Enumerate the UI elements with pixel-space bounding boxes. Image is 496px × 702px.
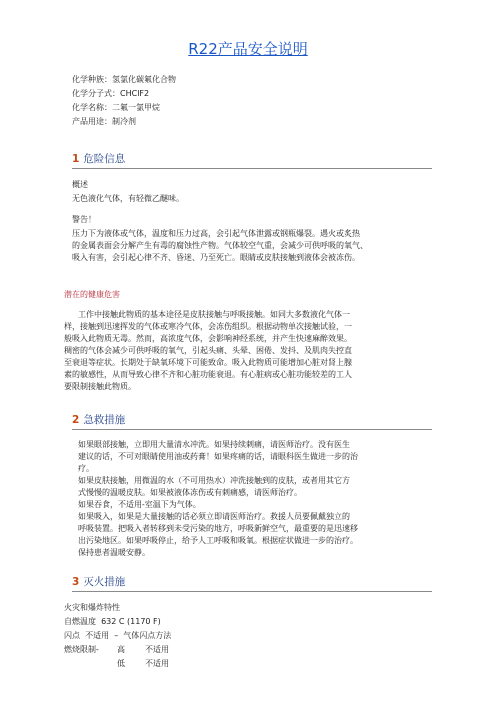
- flammable-limit-low-label: 低: [117, 659, 125, 668]
- first-aid-line: 出污染地区。如果呼吸停止，给予人工呼吸和吸氧。根据症状做进一步的治疗。: [78, 536, 358, 545]
- section-1-number: 1: [72, 153, 80, 165]
- first-aid-line: 如果眼部接触，立即用大量清水冲洗。如果持续刺痛，请医师治疗。没有医生: [78, 440, 350, 449]
- section-1-heading: [72, 151, 125, 166]
- autoignition-label: 自燃温度: [64, 617, 96, 626]
- health-hazard-line: 至衰退等症状。长期处于缺氧环境下可能致命。吸入此物质可能增加心脏对肾上腺: [64, 358, 352, 367]
- health-hazard-line: 工作中接触此物质的基本途径是皮肤接触与呼吸接触。如同大多数液化气体一: [78, 310, 350, 319]
- flash-point-row: [64, 630, 171, 642]
- chemical-name: 化学名称：二氟一氯甲烷: [72, 103, 160, 112]
- warning-line: 吸入有害，会引起心律不齐、昏迷、乃至死亡。眼睛或皮肤接触到液体会被冻伤。: [72, 253, 360, 262]
- first-aid-line: 如果吸入，如果是大量接触的话必须立即请医师治疗。救援人员要佩戴独立的: [78, 512, 350, 521]
- section-3-title: 灭火措施: [83, 576, 126, 588]
- first-aid-line: 呼吸装置。把吸入者转移到未受污染的地方，呼吸新鲜空气，最重要的是迅速移: [78, 524, 358, 533]
- section-2-number: 2: [72, 414, 80, 426]
- flash-point-dash: –: [114, 631, 119, 640]
- flammable-limit-high-label: 高: [117, 645, 125, 654]
- section-3-divider: [72, 591, 432, 592]
- flash-point-value: 不适用: [85, 631, 110, 640]
- health-hazard-line: 般吸入此物质无毒。然而，高浓度气体，会影响神经系统，并产生快速麻醉效果。: [64, 334, 352, 343]
- health-hazard-line: 素的敏感性，从而导致心律不齐和心脏功能衰退。有心脏病或心脏功能较差的工人: [64, 370, 352, 379]
- section-3-number: 3: [72, 576, 80, 588]
- fire-explosion-label: 火灾和爆炸特性: [64, 603, 120, 612]
- molecular-formula-label: 化学分子式：: [72, 89, 120, 98]
- flammable-limit-high-value: 不适用: [145, 645, 169, 654]
- warning-label: 警告！: [72, 215, 96, 224]
- first-aid-line: 疗。: [78, 464, 94, 473]
- autoignition-value: 632 C (1170 F): [101, 617, 161, 626]
- page-title-text: R22产品安全说明: [188, 40, 308, 58]
- overview-label: 概述: [72, 180, 88, 189]
- first-aid-line: 建议的话，不可对眼睛使用油或药膏！如果疼痛的话，请眼科医生做进一步的治: [78, 452, 358, 461]
- section-1-title: 危险信息: [83, 153, 126, 165]
- first-aid-line: 保持患者温暖安静。: [78, 548, 150, 557]
- chemical-family: 化学种族：氢氯化碳氟化合物: [72, 75, 176, 84]
- health-hazard-line: 要限制接触此物质。: [64, 382, 136, 391]
- flash-point-method: 气体闪点方法: [123, 631, 172, 640]
- section-2-title: 急救措施: [83, 414, 126, 426]
- flammable-limit-low-value: 不适用: [145, 659, 169, 668]
- first-aid-line: 式慢慢的温暖皮肤。如果被液体冻伤或有刺痛感，请医师治疗。: [78, 488, 302, 497]
- section-3-heading: [72, 574, 125, 589]
- molecular-formula: [72, 88, 149, 100]
- page-title: [0, 38, 496, 59]
- health-hazard-line: 稠密的气体会减少可供呼吸的氧气，引起头痛、头晕、困倦、发抖、及肌肉失控直: [64, 346, 352, 355]
- section-1-divider: [72, 168, 432, 169]
- flammable-limit-label: 燃烧限制-: [64, 645, 99, 654]
- warning-line: 压力下为液体或气体，温度和压力过高，会引起气体泄露或钢瓶爆裂。遇火或炙热: [72, 229, 360, 238]
- warning-line: 的金属表面会分解产生有毒的腐蚀性产物。气体较空气重，会减少可供呼吸的氧气、: [72, 241, 368, 250]
- health-hazard-label: 潜在的健康危害: [64, 290, 120, 299]
- first-aid-line: 如果皮肤接触，用微温的水（不可用热水）冲洗接触到的皮肤，或者用其它方: [78, 476, 350, 485]
- autoignition-row: [64, 616, 161, 628]
- molecular-formula-value: CHClF2: [120, 89, 150, 98]
- product-use: 产品用途：制冷剂: [72, 117, 136, 126]
- flash-point-label: 闪点: [64, 631, 80, 640]
- first-aid-line: 如果吞食，不适用-室温下为气体。: [78, 500, 201, 509]
- section-2-heading: [72, 412, 125, 427]
- overview-text: 无色液化气体，有轻微乙醚味。: [72, 194, 184, 203]
- section-2-divider: [72, 429, 432, 430]
- health-hazard-line: 样，接触到迅速挥发的气体或寒冷气体，会冻伤组织。根据动物单次接触试验，一: [64, 322, 352, 331]
